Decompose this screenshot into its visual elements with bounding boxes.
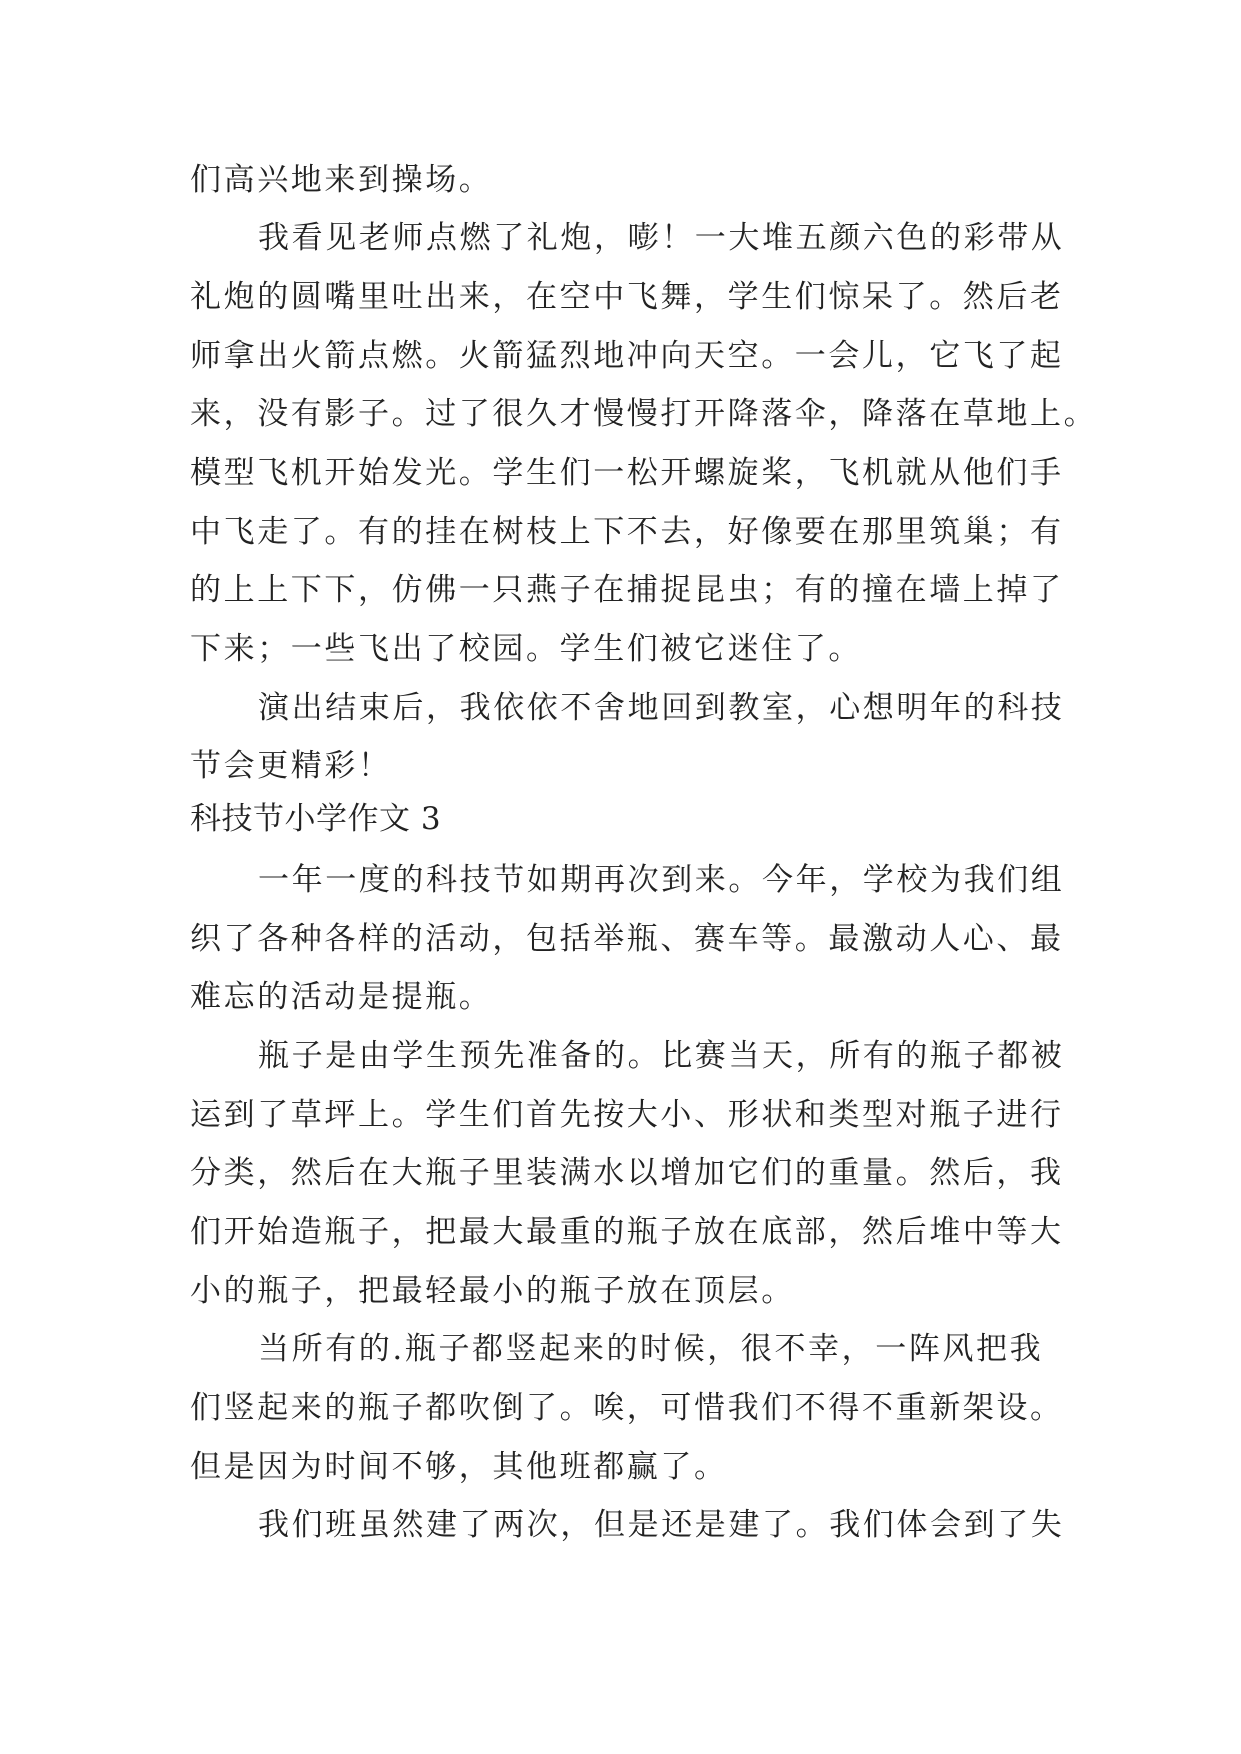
text-line: 分类，然后在大瓶子里装满水以增加它们的重量。然后，我 bbox=[190, 1155, 1064, 1191]
text-line: 来，没有影子。过了很久才慢慢打开降落伞，降落在草地上。 bbox=[190, 396, 1098, 432]
text-line: 的上上下下，仿佛一只燕子在捕捉昆虫；有的撞在墙上掉了 bbox=[190, 572, 1064, 608]
text-line: 我看见老师点燃了礼炮，嘭！一大堆五颜六色的彩带从 bbox=[258, 220, 1065, 256]
text-line: 们开始造瓶子，把最大最重的瓶子放在底部，然后堆中等大 bbox=[190, 1214, 1064, 1250]
text-line: 师拿出火箭点燃。火箭猛烈地冲向天空。一会儿，它飞了起 bbox=[190, 338, 1064, 374]
text-line: 下来；一些飞出了校园。学生们被它迷住了。 bbox=[190, 631, 862, 667]
text-line: 一年一度的科技节如期再次到来。今年，学校为我们组 bbox=[258, 862, 1065, 898]
text-line: 节会更精彩！ bbox=[190, 748, 392, 784]
text-line: 们竖起来的瓶子都吹倒了。唉，可惜我们不得不重新架设。 bbox=[190, 1390, 1064, 1426]
text-line: 礼炮的圆嘴里吐出来，在空中飞舞，学生们惊呆了。然后老 bbox=[190, 279, 1064, 315]
text-line: 们高兴地来到操场。 bbox=[190, 162, 493, 198]
text-line: 当所有的.瓶子都竖起来的时候，很不幸，一阵风把我 bbox=[258, 1331, 1044, 1367]
text-line: 我们班虽然建了两次，但是还是建了。我们体会到了失 bbox=[258, 1507, 1065, 1543]
text-line: 中飞走了。有的挂在树枝上下不去，好像要在那里筑巢；有 bbox=[190, 514, 1064, 550]
text-line: 瓶子是由学生预先准备的。比赛当天，所有的瓶子都被 bbox=[258, 1038, 1065, 1074]
text-line: 难忘的活动是提瓶。 bbox=[190, 979, 493, 1015]
section-heading: 科技节小学作文 3 bbox=[190, 801, 442, 837]
text-line: 模型飞机开始发光。学生们一松开螺旋桨，飞机就从他们手 bbox=[190, 455, 1064, 491]
text-line: 运到了草坪上。学生们首先按大小、形状和类型对瓶子进行 bbox=[190, 1097, 1064, 1133]
text-line: 但是因为时间不够，其他班都赢了。 bbox=[190, 1449, 728, 1485]
text-line: 演出结束后，我依依不舍地回到教室，心想明年的科技 bbox=[258, 690, 1065, 726]
text-line: 织了各种各样的活动，包括举瓶、赛车等。最激动人心、最 bbox=[190, 921, 1064, 957]
text-line: 小的瓶子，把最轻最小的瓶子放在顶层。 bbox=[190, 1273, 795, 1309]
